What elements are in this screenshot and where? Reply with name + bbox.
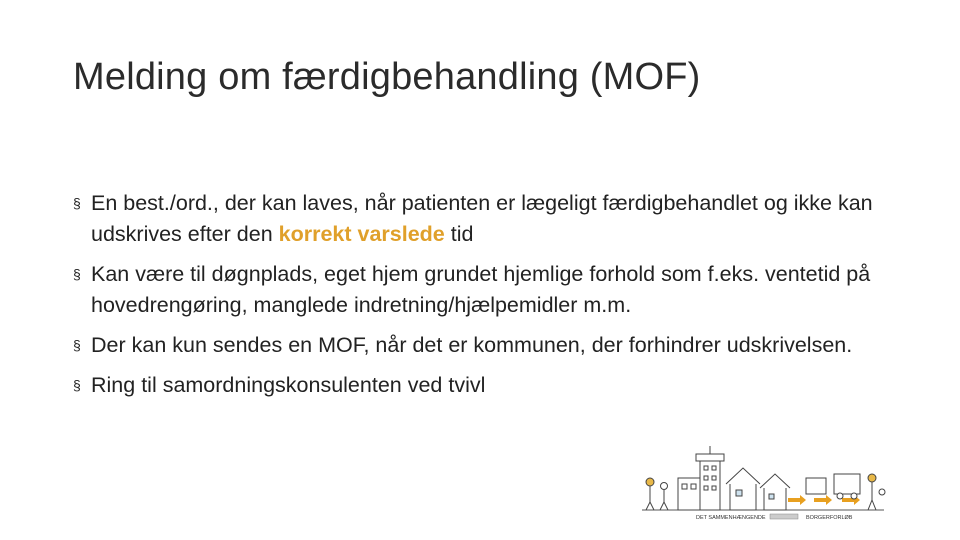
bullet-item: [73, 259, 933, 321]
bullet-marker: §: [73, 195, 81, 211]
bullet-list: [73, 188, 933, 410]
illustration-divider: [770, 514, 798, 519]
borgerforloeb-illustration: [638, 444, 888, 522]
bullet-marker: §: [73, 266, 81, 282]
flow-arrows: [788, 495, 860, 505]
care-sketch-right: [806, 474, 885, 510]
illustration-caption-left: DET SAMMENHÆNGENDE: [696, 515, 766, 521]
highlighted-text: korrekt varslede: [278, 222, 445, 246]
bullet-text: En best./ord., der kan laves, når patienten er lægeligt færdigbehandlet og ikke kan udskrives efter den: [91, 191, 873, 246]
people-sketch-left: [646, 478, 668, 510]
hospital-building: [678, 446, 724, 510]
bullet-marker: §: [73, 337, 81, 353]
bullet-item: [73, 188, 933, 250]
illustration-caption-right: BORGERFORLØB: [806, 515, 853, 521]
bullet-text-end: tid: [444, 222, 474, 246]
bullet-item: [73, 370, 933, 401]
houses-sketch: [726, 468, 790, 510]
bullet-marker: §: [73, 377, 81, 393]
bullet-text: Kan være til døgnplads, eget hjem grundet hjemlige forhold som f.eks. ventetid på hovedrengøring, manglede indretning/hjælpemidler m.m.: [91, 262, 871, 317]
bullet-text: Der kan kun sendes en MOF, når det er kommunen, der forhindrer udskrivelsen.: [91, 333, 853, 357]
slide-title: Melding om færdigbehandling (MOF): [73, 56, 701, 98]
bullet-text: Ring til samordningskonsulenten ved tvivl: [91, 373, 486, 397]
bullet-item: [73, 330, 933, 361]
